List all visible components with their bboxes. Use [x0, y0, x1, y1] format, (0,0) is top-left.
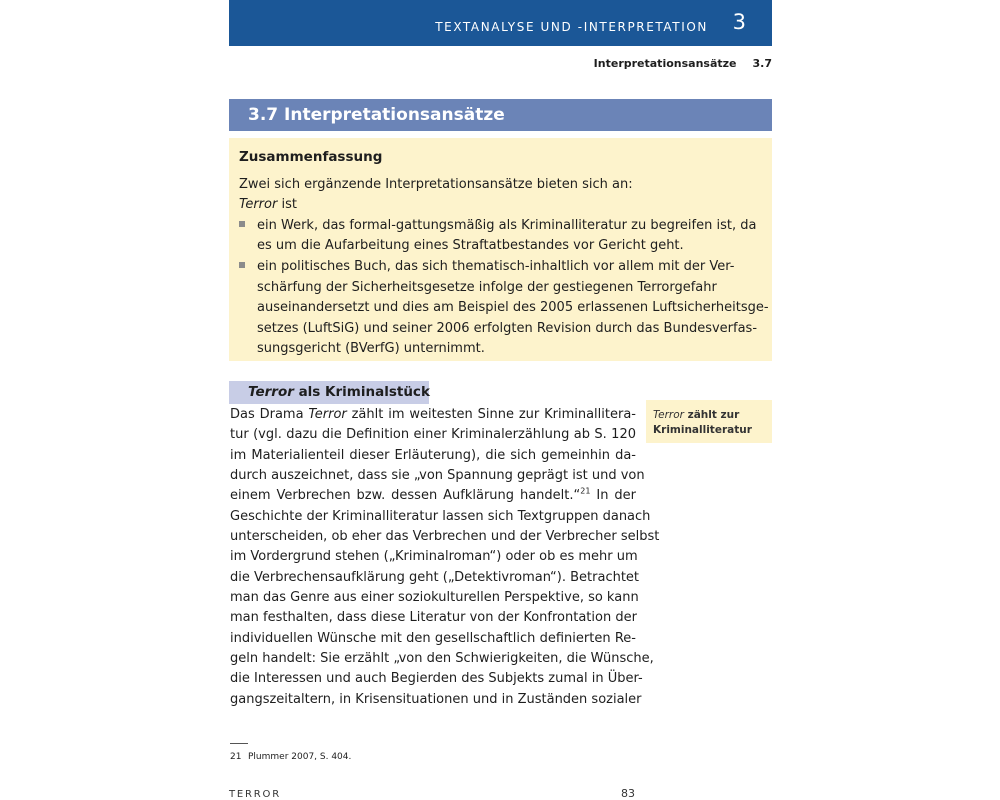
body-line	[230, 486, 636, 506]
body-line: gangszeitaltern, in Krisensituationen und in Zuständen sozialer	[230, 691, 642, 707]
margin-note-line-1	[653, 408, 772, 423]
body-line: im Vordergrund stehen („Kriminalroman“) oder ob es mehr um	[230, 549, 638, 565]
body-line: man das Genre aus einer soziokulturellen Perspektive, so kann	[230, 590, 639, 606]
summary-bullet-line: es um die Aufarbeitung eines Straftatbestandes vor Gericht geht.	[257, 238, 684, 254]
body-line: durch auszeichnet, dass sie „von Spannung geprägt ist und von	[230, 468, 645, 484]
body-paragraph	[230, 405, 660, 710]
body-line: geln handelt: Sie erzählt „von den Schwierigkeiten, die Wünsche,	[230, 651, 654, 667]
section-title: 3.7 Interpretationsansätze	[248, 105, 505, 125]
body-line: unterscheiden, ob eher das Verbrechen und der Verbrecher selbst	[230, 529, 660, 545]
summary-intro-2-rest: ist	[277, 197, 297, 213]
margin-note-title: Terror	[653, 409, 684, 421]
summary-bullet	[239, 216, 758, 257]
summary-bullet-line: ein Werk, das formal-gattungsmäßig als Kriminalliteratur zu begreifen ist, da	[257, 217, 757, 233]
body-text-fragment: zählt im weitesten Sinne zur Kriminallitera-	[346, 407, 636, 422]
body-line: im Materialienteil dieser Erläuterung), die sich gemeinhin da-	[230, 447, 636, 463]
running-head-number: 3.7	[752, 57, 772, 70]
chapter-header-bar	[229, 0, 772, 46]
section-heading-bar	[229, 99, 772, 131]
summary-intro: Zwei sich ergänzende Interpretationsansätze bieten sich an:	[239, 176, 633, 192]
footnote	[230, 752, 351, 762]
body-line: tur (vgl. dazu die Definition einer Kriminalerzählung ab S. 120	[230, 427, 636, 443]
body-work-title: Terror	[308, 407, 347, 422]
footer-book-title: TERROR	[229, 789, 281, 800]
footnote-rule	[230, 743, 248, 744]
margin-note-rest: zählt zur	[683, 409, 740, 421]
bullet-square-icon	[239, 262, 245, 268]
chapter-number: 3	[732, 10, 746, 34]
running-head-title: Interpretationsansätze	[593, 57, 737, 70]
summary-bullet-line: setzes (LuftSiG) und seiner 2006 erfolgten Revision durch das Bundesverfas-	[257, 320, 758, 336]
margin-note	[646, 400, 772, 443]
summary-bullet-line: schärfung der Sicherheitsgesetze infolge der gestiegenen Terrorgefahr	[257, 279, 717, 295]
summary-heading: Zusammenfassung	[239, 149, 383, 165]
footnote-number: 21	[230, 752, 242, 762]
footnote-text: Plummer 2007, S. 404.	[248, 752, 352, 762]
summary-bullet	[239, 257, 769, 360]
summary-intro-2-title: Terror	[239, 197, 278, 213]
margin-note-line-2: Kriminalliteratur	[653, 423, 752, 436]
body-text-fragment: Das Drama	[230, 407, 309, 422]
body-line: die Interessen und auch Begierden des Subjekts zumal in Über-	[230, 671, 643, 687]
bullet-square-icon	[239, 221, 245, 227]
body-line: individuellen Wünsche mit den gesellschaftlich definierten Re-	[230, 630, 636, 646]
summary-bullet-line: auseinandersetzt und dies am Beispiel des 2005 erlassenen Luftsicherheitsge-	[257, 300, 769, 316]
body-line: Geschichte der Kriminalliteratur lassen sich Textgruppen danach	[230, 508, 651, 524]
chapter-title: TEXTANALYSE UND -INTERPRETATION	[435, 20, 708, 34]
footer-page-number: 83	[621, 787, 635, 800]
summary-bullet-line: ein politisches Buch, das sich thematisch-inhaltlich vor allem mit der Ver-	[257, 258, 735, 274]
summary-box	[229, 138, 772, 361]
body-text-fragment: In der	[590, 488, 636, 504]
summary-bullet-line: sungsgericht (BVerfG) unternimmt.	[257, 341, 485, 357]
body-text-fragment: einem Verbrechen bzw. dessen Aufklärung handelt.“	[230, 488, 581, 504]
summary-intro-2	[239, 195, 758, 216]
subsection-heading-title: Terror	[248, 384, 294, 400]
running-head	[594, 57, 772, 70]
body-line: die Verbrechensaufklärung geht („Detektivroman“). Betrachtet	[230, 569, 640, 585]
footnote-reference: 21	[580, 487, 591, 497]
subsection-heading-rest: als Kriminalstück	[293, 384, 430, 400]
body-line	[230, 405, 636, 425]
body-line: man festhalten, dass diese Literatur von der Konfrontation der	[230, 610, 637, 626]
subsection-heading	[229, 381, 429, 404]
